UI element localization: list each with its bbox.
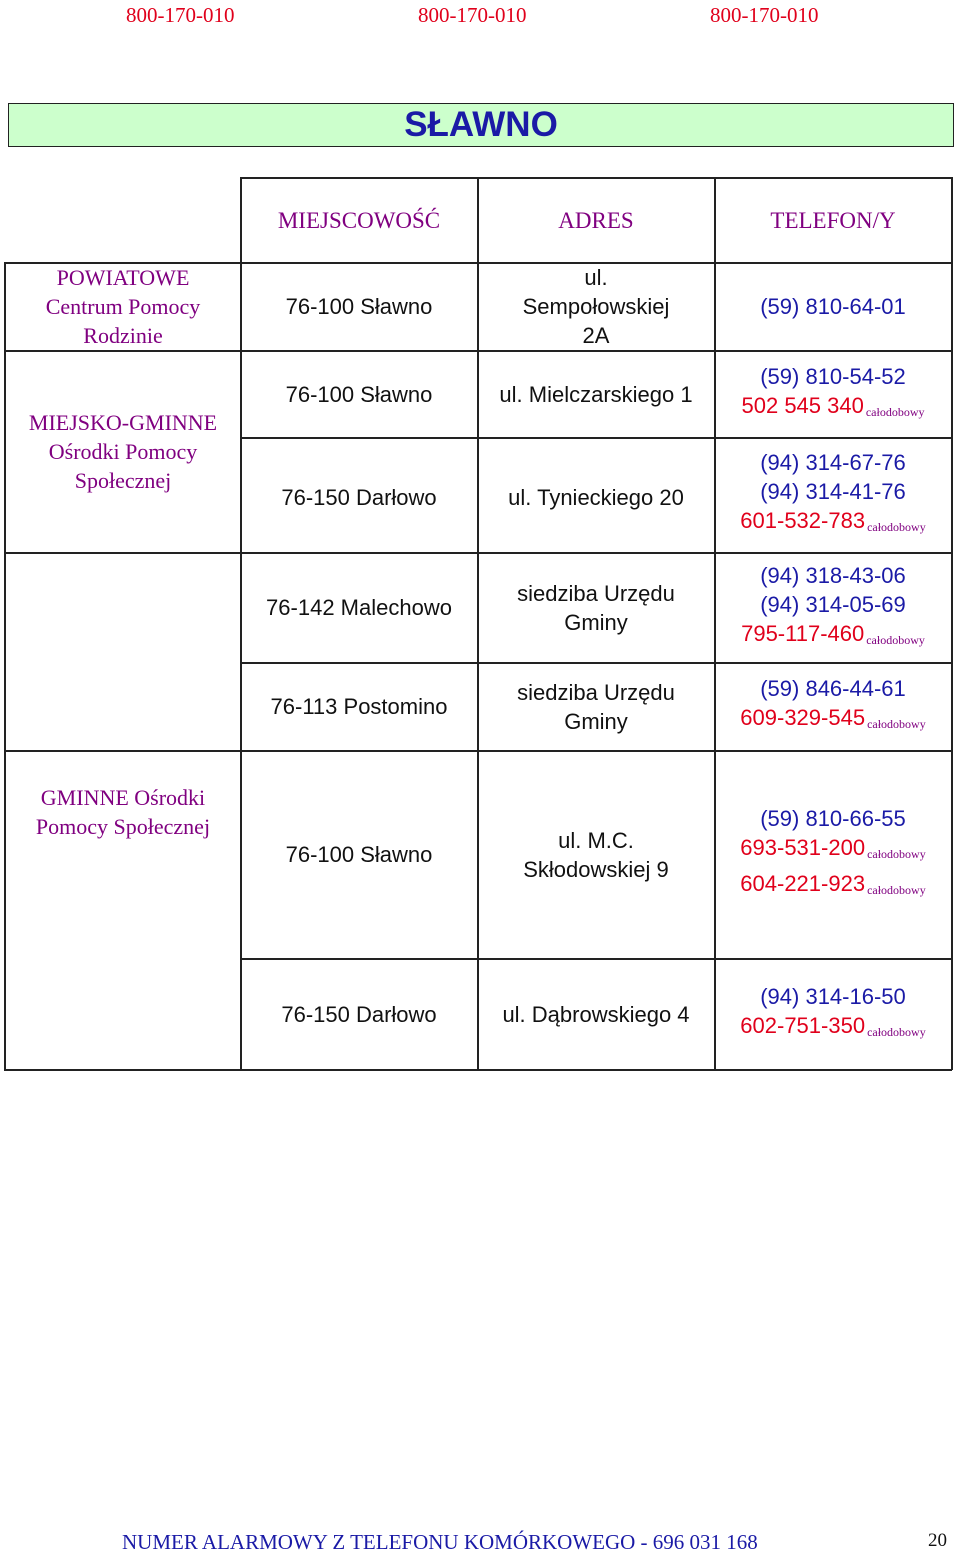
category-miejsko-gminne: MIEJSKO-GMINNE Ośrodki Pomocy Społecznej (28, 410, 218, 493)
column-header-address: ADRES (558, 207, 634, 233)
row-address: siedziba Urzędu Gminy (517, 679, 675, 734)
mobile-number: 502 545 340 (741, 392, 864, 418)
phone-number: (94) 314-05-69 (760, 591, 906, 617)
row-phones (715, 751, 951, 958)
row-phones (715, 263, 951, 350)
round-the-clock-tag: całodobowy (867, 520, 926, 534)
category-gminne: GMINNE Ośrodki Pomocy Społecznej (35, 785, 211, 839)
round-the-clock-tag: całodobowy (867, 883, 926, 897)
row-address: ul. Dąbrowskiego 4 (502, 1001, 690, 1027)
row-phones (715, 553, 951, 662)
row-place: 76-100 Sławno (285, 294, 433, 319)
row-address: ul. Sempołowskiej 2A (522, 265, 670, 348)
row-place: 76-150 Darłowo (281, 1001, 437, 1027)
row-place: 76-100 Sławno (285, 842, 433, 867)
phone-number: (59) 810-54-52 (760, 363, 906, 389)
round-the-clock-tag: całodobowy (865, 404, 925, 419)
phone-number: (94) 314-41-76 (760, 479, 906, 504)
row-phones (715, 438, 951, 552)
column-header-place: MIEJSCOWOŚĆ (277, 207, 441, 233)
alarm-number-footer: NUMER ALARMOWY Z TELEFONU KOMÓRKOWEGO - 696 031 168 (122, 1530, 758, 1554)
round-the-clock-tag: całodobowy (867, 847, 926, 861)
row-address: ul. M.C. Skłodowskiej 9 (523, 827, 669, 882)
round-the-clock-tag: całodobowy (866, 632, 925, 647)
phone-number: (59) 810-66-55 (760, 806, 906, 831)
row-place: 76-113 Postomino (270, 694, 448, 719)
mobile-number: 795-117-460 (741, 620, 865, 646)
row-place: 76-100 Sławno (285, 381, 433, 407)
page-number: 20 (928, 1530, 947, 1551)
hotline-number: 800-170-010 (710, 3, 819, 27)
phone-number: (59) 810-64-01 (760, 294, 906, 319)
mobile-number: 604-221-923 (740, 871, 866, 896)
row-phones (715, 351, 951, 437)
hotline-number: 800-170-010 (418, 3, 527, 27)
phone-number: (94) 318-43-06 (760, 562, 906, 588)
mobile-number: 602-751-350 (740, 1012, 866, 1038)
row-address: ul. Tynieckiego 20 (508, 485, 684, 510)
city-title-banner (8, 103, 954, 147)
category-powiatowe: POWIATOWE Centrum Pomocy Rodzinie (45, 265, 201, 348)
row-phones (715, 663, 951, 750)
row-place: 76-150 Darłowo (281, 485, 437, 510)
row-place: 76-142 Malechowo (266, 595, 452, 620)
mobile-number: 693-531-200 (740, 835, 866, 860)
round-the-clock-tag: całodobowy (867, 1024, 926, 1039)
row-address: siedziba Urzędu Gminy (517, 580, 675, 635)
phone-number: (59) 846-44-61 (760, 676, 906, 701)
column-header-phone: TELEFON/Y (770, 207, 896, 233)
city-title: SŁAWNO (404, 105, 558, 144)
mobile-number: 609-329-545 (740, 705, 866, 730)
top-phone-bar (0, 3, 960, 33)
row-phones (715, 959, 951, 1069)
mobile-number: 601-532-783 (740, 508, 866, 533)
row-address: ul. Mielczarskiego 1 (499, 381, 693, 407)
phone-number: (94) 314-16-50 (760, 983, 906, 1009)
round-the-clock-tag: całodobowy (867, 717, 926, 731)
phone-number: (94) 314-67-76 (760, 450, 906, 475)
hotline-number: 800-170-010 (126, 3, 235, 27)
